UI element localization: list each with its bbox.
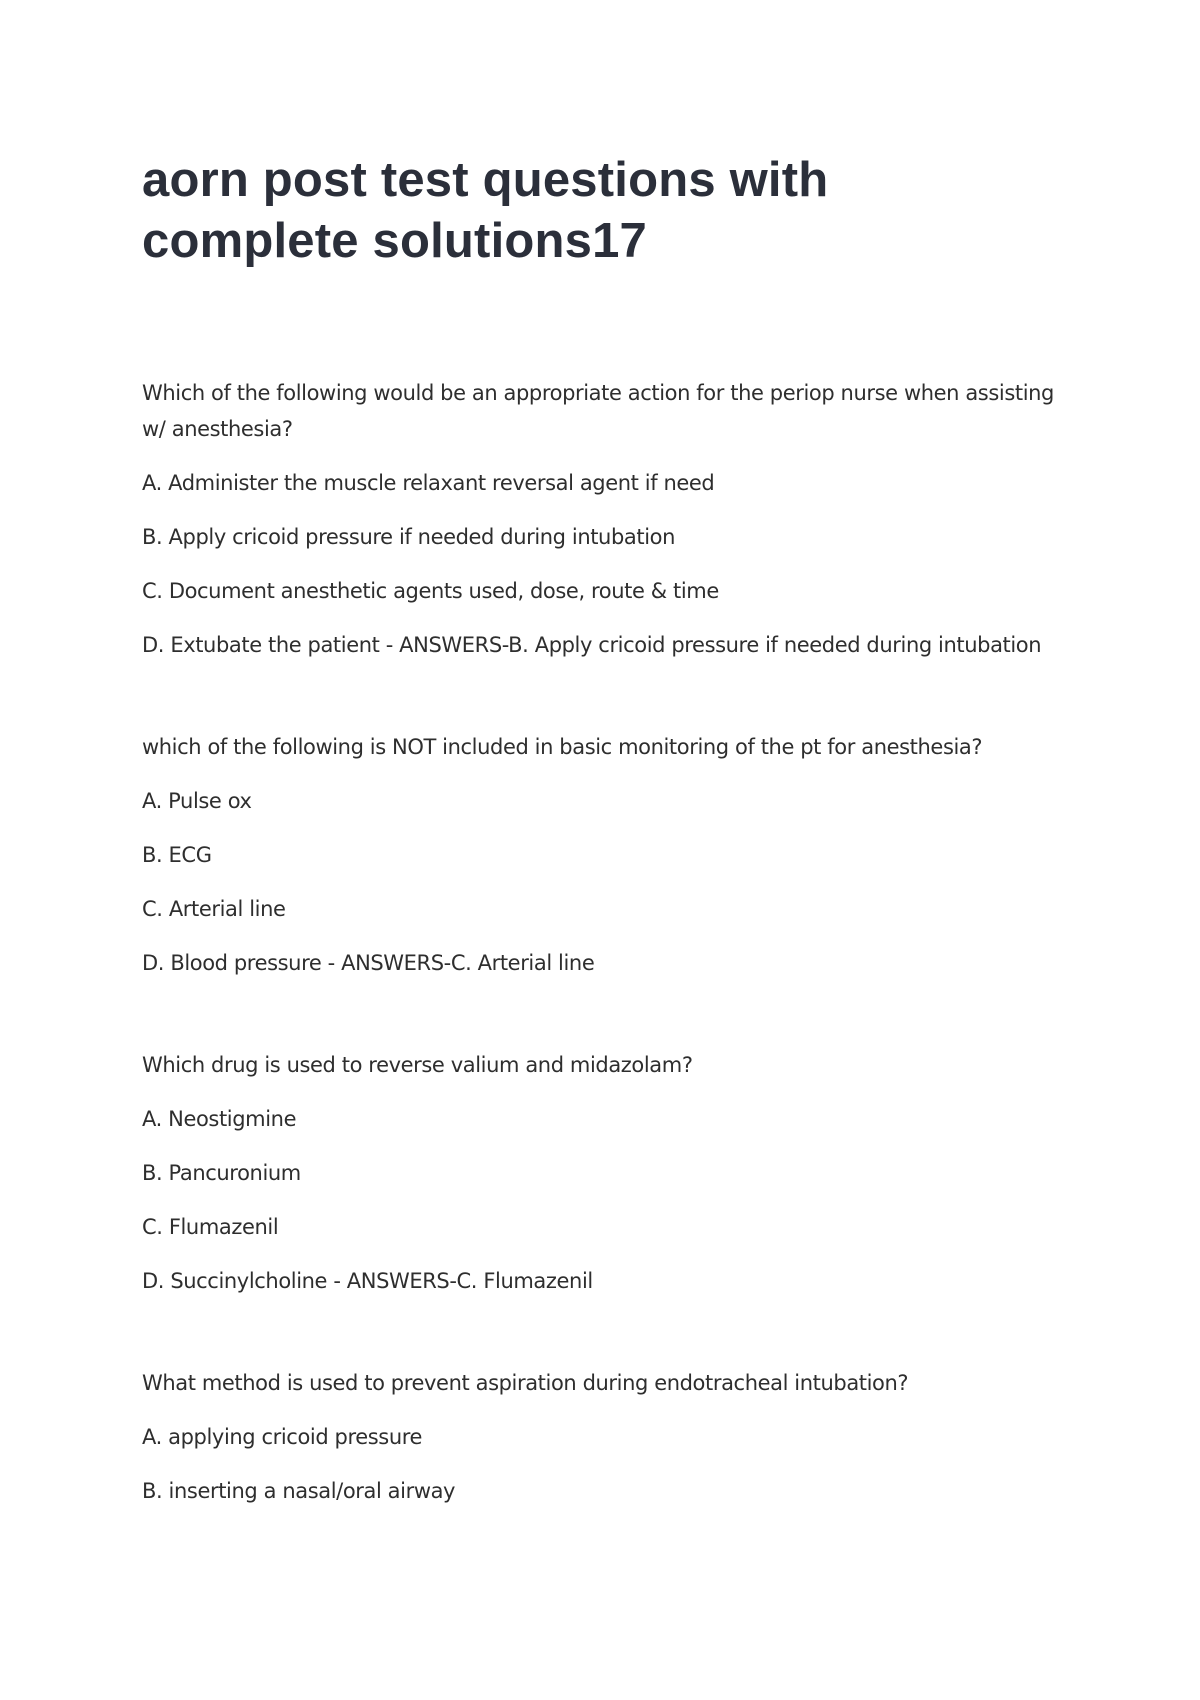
option-b: B. inserting a nasal/oral airway xyxy=(142,1479,456,1503)
option-d-with-answer: D. Extubate the patient - ANSWERS-B. Apply cricoid pressure if needed during intubation xyxy=(142,633,1042,657)
option-c: C. Arterial line xyxy=(142,897,286,921)
option-a: A. Pulse ox xyxy=(142,789,252,813)
option-a: A. Neostigmine xyxy=(142,1107,297,1131)
option-d-with-answer: D. Blood pressure - ANSWERS-C. Arterial line xyxy=(142,951,595,975)
question-block-1 xyxy=(142,375,1072,663)
option-c: C. Flumazenil xyxy=(142,1215,279,1239)
question-list xyxy=(142,375,1072,1575)
question-text: Which drug is used to reverse valium and midazolam? xyxy=(142,1053,693,1077)
document-title: aorn post test questions with complete solutions17 xyxy=(142,153,829,268)
question-text: Which of the following would be an appropriate action for the periop nurse when assisting w/ anesthesia? xyxy=(142,381,1054,441)
option-b: B. ECG xyxy=(142,843,212,867)
question-text: which of the following is NOT included in basic monitoring of the pt for anesthesia? xyxy=(142,735,983,759)
option-d-with-answer: D. Succinylcholine - ANSWERS-C. Flumazenil xyxy=(142,1269,593,1293)
question-text: What method is used to prevent aspiration during endotracheal intubation? xyxy=(142,1371,909,1395)
option-a: A. applying cricoid pressure xyxy=(142,1425,423,1449)
question-block-3 xyxy=(142,1047,1072,1299)
option-b: B. Apply cricoid pressure if needed during intubation xyxy=(142,525,675,549)
option-a: A. Administer the muscle relaxant reversal agent if need xyxy=(142,471,715,495)
question-block-4 xyxy=(142,1365,1072,1509)
question-block-2 xyxy=(142,729,1072,981)
option-c: C. Document anesthetic agents used, dose, route & time xyxy=(142,579,719,603)
option-b: B. Pancuronium xyxy=(142,1161,301,1185)
